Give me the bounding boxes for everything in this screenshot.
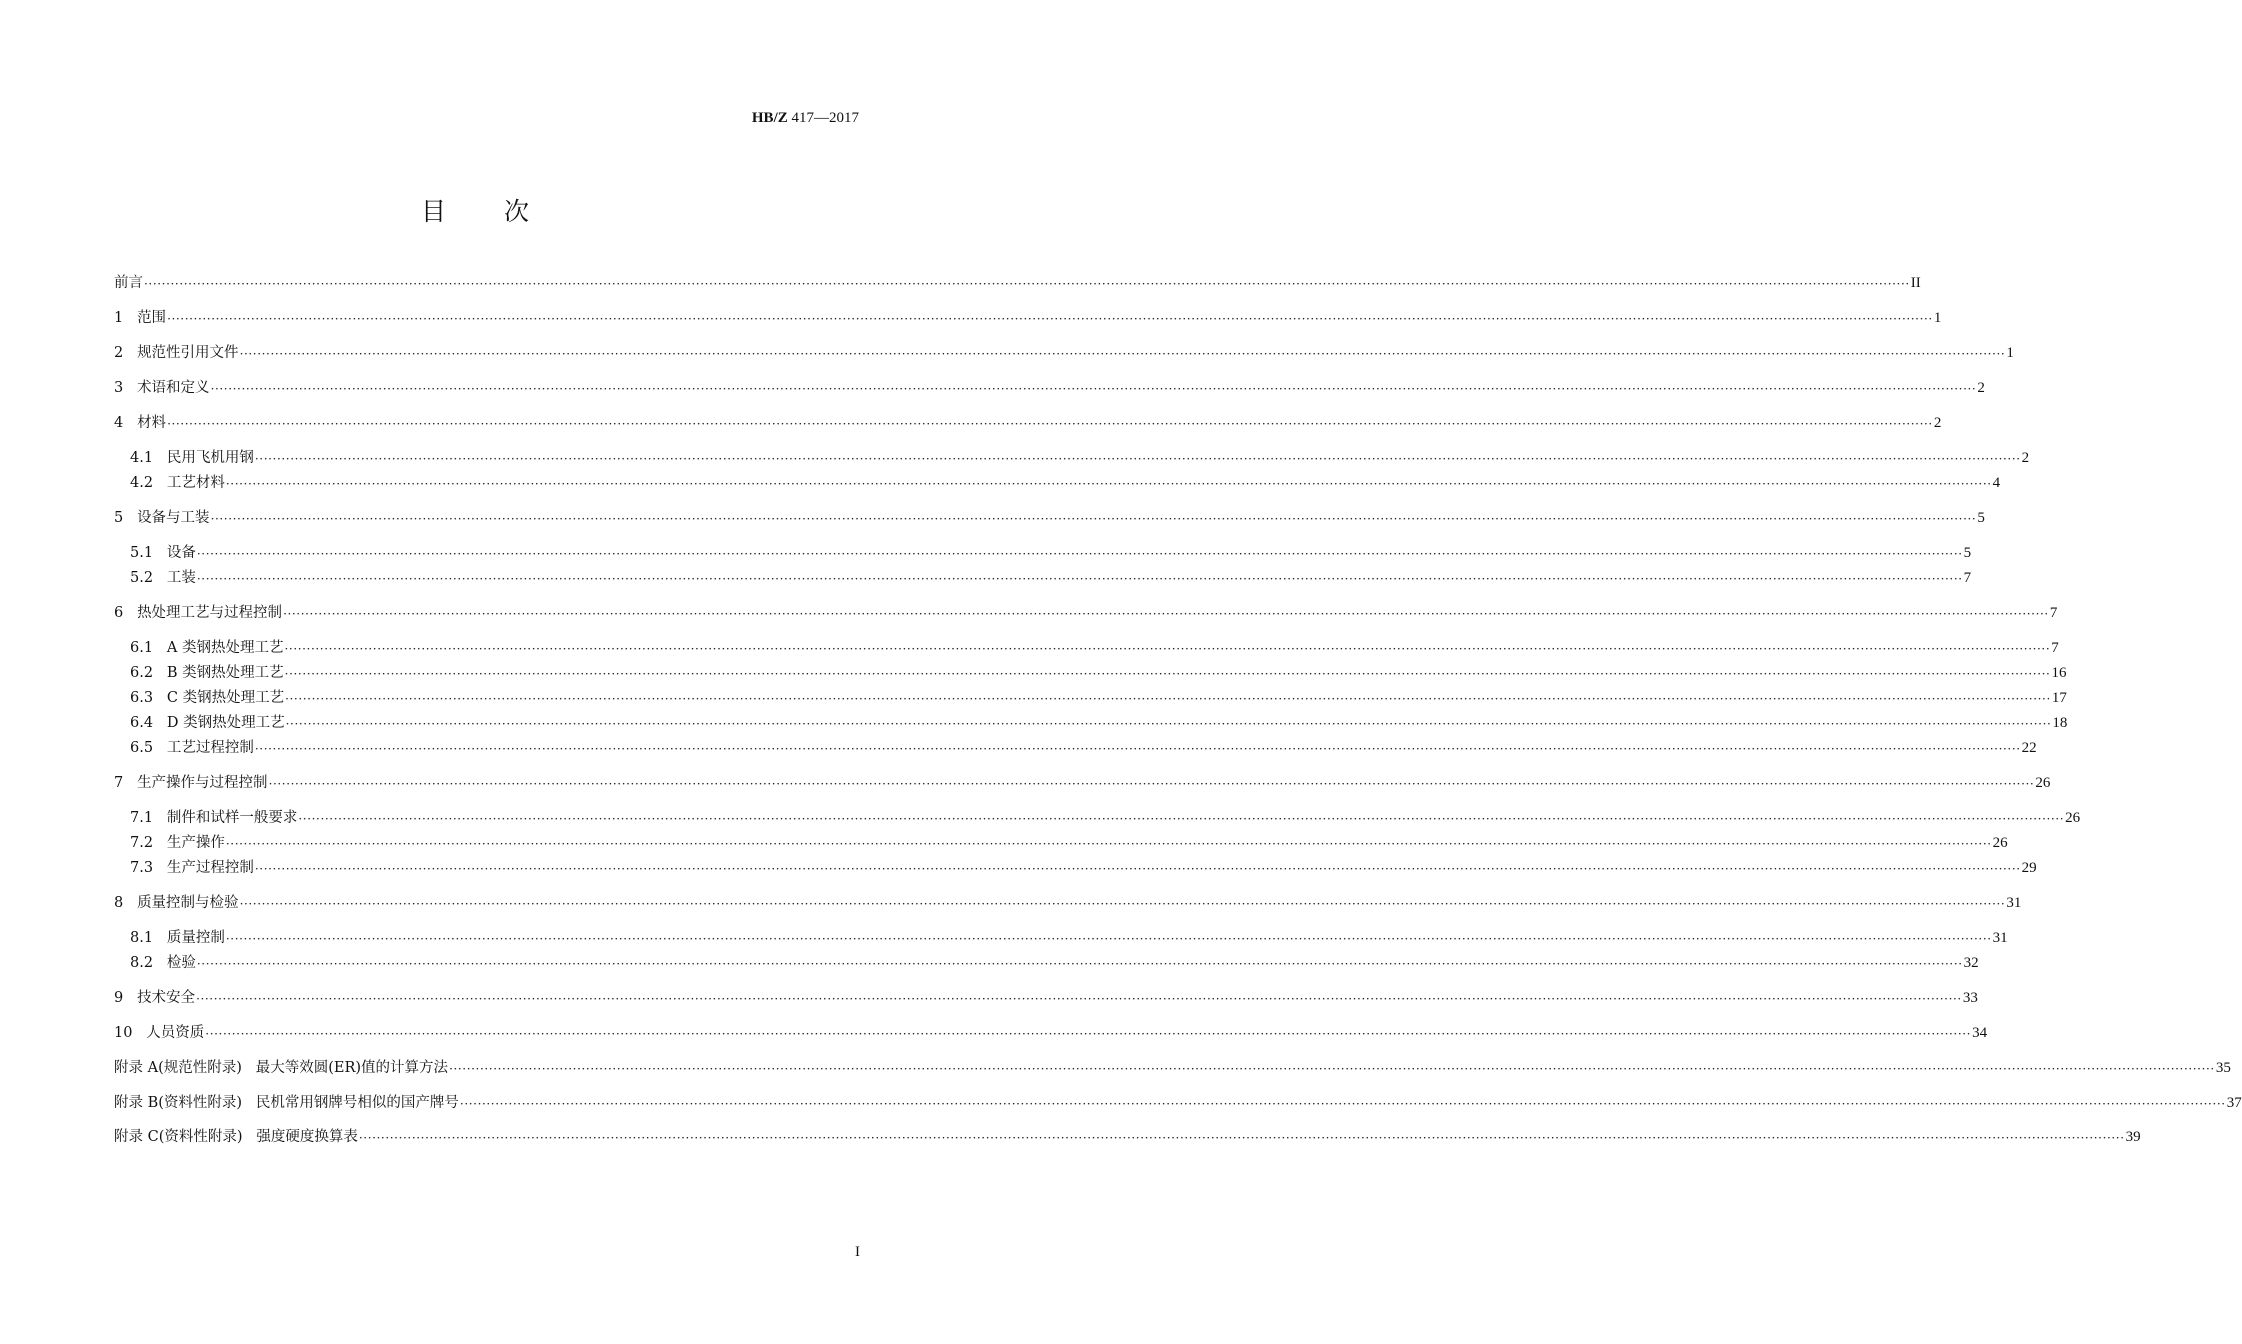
toc-entry-page: 35 — [2215, 1060, 2231, 1076]
toc-entry-label: 工艺过程控制 — [166, 740, 254, 756]
toc-entry-label: 设备与工装 — [137, 510, 210, 526]
toc-entry-page: 5 — [1963, 545, 1972, 561]
toc-entry-label: 强度硬度换算表 — [256, 1129, 358, 1145]
toc-entry[interactable] — [114, 1022, 1988, 1044]
toc-entry[interactable] — [114, 987, 1978, 1009]
toc-entry[interactable] — [130, 857, 2037, 879]
toc-entry-number: 8.2 — [130, 955, 167, 971]
toc-entry-label: 术语和定义 — [137, 380, 210, 396]
toc-entry-page: II — [1910, 275, 1921, 291]
toc-entry-label: 最大等效圆(ER)值的计算方法 — [255, 1060, 449, 1076]
toc-entry[interactable] — [130, 447, 2030, 469]
toc-entry-label: C 类钢热处理工艺 — [166, 690, 285, 706]
toc-leader-dots: ················································································································································································································································································································································································································ — [449, 1062, 2215, 1076]
toc-entry-label: 技术安全 — [137, 990, 196, 1006]
toc-entry-number: 6.4 — [130, 715, 167, 731]
toc-entry[interactable] — [114, 377, 1985, 399]
toc-entry[interactable] — [114, 272, 1921, 294]
toc-entry-label: 质量控制与检验 — [137, 895, 239, 911]
toc-entry-label: 人员资质 — [146, 1025, 205, 1041]
toc-entry[interactable] — [130, 952, 1979, 974]
title-char-2: 次 — [504, 197, 530, 226]
toc-entry-label: B 类钢热处理工艺 — [166, 665, 284, 681]
page-title — [0, 192, 950, 228]
toc-entry-label: 范围 — [137, 310, 167, 326]
toc-entry[interactable] — [130, 927, 2008, 949]
toc-leader-dots: ················································································································································································································································································································································································································ — [254, 452, 2021, 466]
title-char-1: 目 — [420, 197, 446, 226]
toc-entry-page: 37 — [2226, 1095, 2242, 1111]
toc-entry[interactable] — [130, 472, 2001, 494]
toc-entry-number: 6.2 — [130, 665, 167, 681]
toc-entry[interactable] — [130, 832, 2008, 854]
toc-entry-label: 规范性引用文件 — [137, 345, 239, 361]
toc-leader-dots: ················································································································································································································································································································································································································ — [225, 477, 1992, 491]
toc-entry-number: 5.2 — [130, 570, 167, 586]
toc-entry-page: 26 — [2065, 810, 2081, 826]
toc-entry-label: 热处理工艺与过程控制 — [137, 605, 283, 621]
toc-entry-page: 2 — [1977, 380, 1985, 396]
toc-leader-dots: ················································································································································································································································································································································································································ — [283, 607, 2049, 621]
toc-leader-dots: ················································································································································································································································································································································································································ — [196, 547, 1963, 561]
toc-leader-dots: ················································································································································································································································································································································································································ — [254, 862, 2021, 876]
toc-entry-number: 3 — [114, 380, 138, 396]
toc-entry[interactable] — [130, 687, 2067, 709]
toc-leader-dots: ················································································································································································································································································································································································································ — [254, 742, 2021, 756]
toc-leader-dots: ················································································································································································································································································································································································································ — [284, 642, 2051, 656]
toc-entry-number: 6.3 — [130, 690, 167, 706]
toc-entry-page: 16 — [2051, 665, 2067, 681]
toc-entry[interactable] — [114, 507, 1985, 529]
toc-leader-dots: ················································································································································································································································································································································································································ — [358, 1131, 2125, 1145]
toc-entry[interactable] — [130, 712, 2068, 734]
toc-entry[interactable] — [114, 1092, 2242, 1114]
toc-leader-dots: ················································································································································································································································································································································································································ — [167, 417, 1933, 431]
toc-entry-number: 4 — [114, 415, 138, 431]
toc-entry-number: 6.1 — [130, 640, 167, 656]
toc-entry-page: 2 — [1933, 415, 1942, 431]
toc-entry-number: 附录 C(资料性附录) — [114, 1129, 257, 1145]
toc-entry[interactable] — [114, 892, 2022, 914]
toc-entry-page: 2 — [2021, 450, 2030, 466]
toc-entry[interactable] — [114, 412, 1942, 434]
toc-entry-number: 6.5 — [130, 740, 167, 756]
toc-entry-page: 39 — [2125, 1129, 2141, 1145]
toc-leader-dots: ················································································································································································································································································································································································································ — [285, 717, 2052, 731]
standard-code-number: 417—2017 — [787, 110, 859, 126]
toc-entry-page: 7 — [2051, 640, 2059, 656]
toc-entry-number: 5 — [114, 510, 138, 526]
toc-leader-dots: ················································································································································································································································································································································································································ — [459, 1097, 2226, 1111]
toc-entry-number: 5.1 — [130, 545, 167, 561]
toc-leader-dots: ················································································································································································································································································································································································································ — [239, 897, 2006, 911]
toc-entry-number: 附录 A(规范性附录) — [114, 1060, 256, 1076]
toc-entry-number: 7 — [114, 775, 138, 791]
toc-entry-number: 4.2 — [130, 475, 167, 491]
toc-entry[interactable] — [130, 542, 1972, 564]
toc-leader-dots: ················································································································································································································································································································································································································ — [239, 347, 2006, 361]
toc-entry-page: 22 — [2021, 740, 2037, 756]
toc-entry-number: 7.2 — [130, 835, 167, 851]
toc-entry-number: 1 — [114, 310, 138, 326]
toc-leader-dots: ················································································································································································································································································································································································································ — [167, 312, 1933, 326]
toc-entry-page: 26 — [1992, 835, 2008, 851]
toc-entry-label: 生产过程控制 — [166, 860, 254, 876]
toc-leader-dots: ················································································································································································································································································································································································································ — [225, 837, 1992, 851]
toc-entry-label: 检验 — [166, 955, 196, 971]
toc-entry-page: 18 — [2052, 715, 2068, 731]
toc-entry-page: 31 — [2006, 895, 2022, 911]
toc-entry-page: 34 — [1972, 1025, 1988, 1041]
standard-code — [752, 110, 859, 127]
toc-entry-page: 7 — [2049, 605, 2058, 621]
toc-entry[interactable] — [114, 342, 2014, 364]
toc-entry-page: 33 — [1962, 990, 1978, 1006]
toc-entry-number: 8.1 — [130, 930, 167, 946]
toc-entry-page: 7 — [1963, 570, 1972, 586]
toc-entry-number: 4.1 — [130, 450, 167, 466]
toc-entry[interactable] — [114, 772, 2051, 794]
standard-code-prefix: HB/Z — [751, 110, 788, 126]
toc-leader-dots: ················································································································································································································································································································································································································ — [285, 692, 2051, 706]
toc-entry-label: 设备 — [166, 545, 196, 561]
toc-entry-number: 6 — [114, 605, 138, 621]
toc-entry-label: 生产操作与过程控制 — [137, 775, 268, 791]
toc-entry-label: 工装 — [166, 570, 196, 586]
toc-entry[interactable] — [130, 567, 1972, 589]
toc-entry[interactable] — [114, 1126, 2141, 1148]
footer-page-number: I — [855, 1244, 860, 1260]
toc-entry-label: 前言 — [114, 275, 143, 291]
toc-entry-page: 29 — [2021, 860, 2037, 876]
toc-leader-dots: ················································································································································································································································································································································································································ — [210, 512, 1977, 526]
toc-leader-dots: ················································································································································································································································································································································································································ — [268, 777, 2035, 791]
toc-entry-label: 制件和试样一般要求 — [166, 810, 298, 826]
toc-entry[interactable] — [130, 662, 2067, 684]
toc-leader-dots: ················································································································································································································································································································································································································ — [284, 667, 2051, 681]
toc-entry-number: 附录 B(资料性附录) — [114, 1095, 256, 1111]
toc-entry[interactable] — [130, 737, 2037, 759]
toc-entry-number: 8 — [114, 895, 138, 911]
toc-entry[interactable] — [130, 807, 2081, 829]
toc-entry[interactable] — [114, 1057, 2231, 1079]
toc-entry[interactable] — [114, 307, 1942, 329]
toc-entry-page: 1 — [2006, 345, 2014, 361]
toc-leader-dots: ················································································································································································································································································································································································································ — [298, 812, 2065, 826]
toc-entry-label: 质量控制 — [166, 930, 225, 946]
toc-entry-page: 1 — [1933, 310, 1942, 326]
toc-leader-dots: ················································································································································································································································································································································································································ — [144, 277, 1910, 291]
toc-entry-page: 26 — [2035, 775, 2051, 791]
toc-entry-label: 生产操作 — [166, 835, 225, 851]
toc-leader-dots: ················································································································································································································································································································································································································ — [210, 382, 1977, 396]
toc-entry-label: 材料 — [137, 415, 167, 431]
toc-entry-label: D 类钢热处理工艺 — [166, 715, 285, 731]
toc-leader-dots: ················································································································································································································································································································································································································ — [196, 957, 1963, 971]
toc-entry-page: 31 — [1992, 930, 2008, 946]
toc-entry-page: 5 — [1977, 510, 1985, 526]
toc-entry-label: 民用飞机用钢 — [166, 450, 254, 466]
toc-entry[interactable] — [114, 602, 2058, 624]
toc-leader-dots: ················································································································································································································································································································································································································ — [196, 992, 1962, 1006]
toc-entry-label: A 类钢热处理工艺 — [166, 640, 284, 656]
toc-entry-number: 7.3 — [130, 860, 167, 876]
toc-leader-dots: ················································································································································································································································································································································································································ — [205, 1027, 1972, 1041]
toc-entry-label: 工艺材料 — [166, 475, 225, 491]
toc-leader-dots: ················································································································································································································································································································································································································ — [196, 572, 1963, 586]
toc-entry-page: 17 — [2051, 690, 2067, 706]
toc-leader-dots: ················································································································································································································································································································································································································ — [225, 932, 1992, 946]
toc-entry-page: 4 — [1992, 475, 2001, 491]
toc-entry-number: 2 — [114, 345, 138, 361]
toc-entry-number: 10 — [114, 1025, 147, 1041]
toc-entry-page: 32 — [1963, 955, 1979, 971]
toc-entry[interactable] — [130, 637, 2059, 659]
toc-entry-number: 7.1 — [130, 810, 167, 826]
toc-entry-label: 民机常用钢牌号相似的国产牌号 — [255, 1095, 459, 1111]
toc-entry-number: 9 — [114, 990, 138, 1006]
